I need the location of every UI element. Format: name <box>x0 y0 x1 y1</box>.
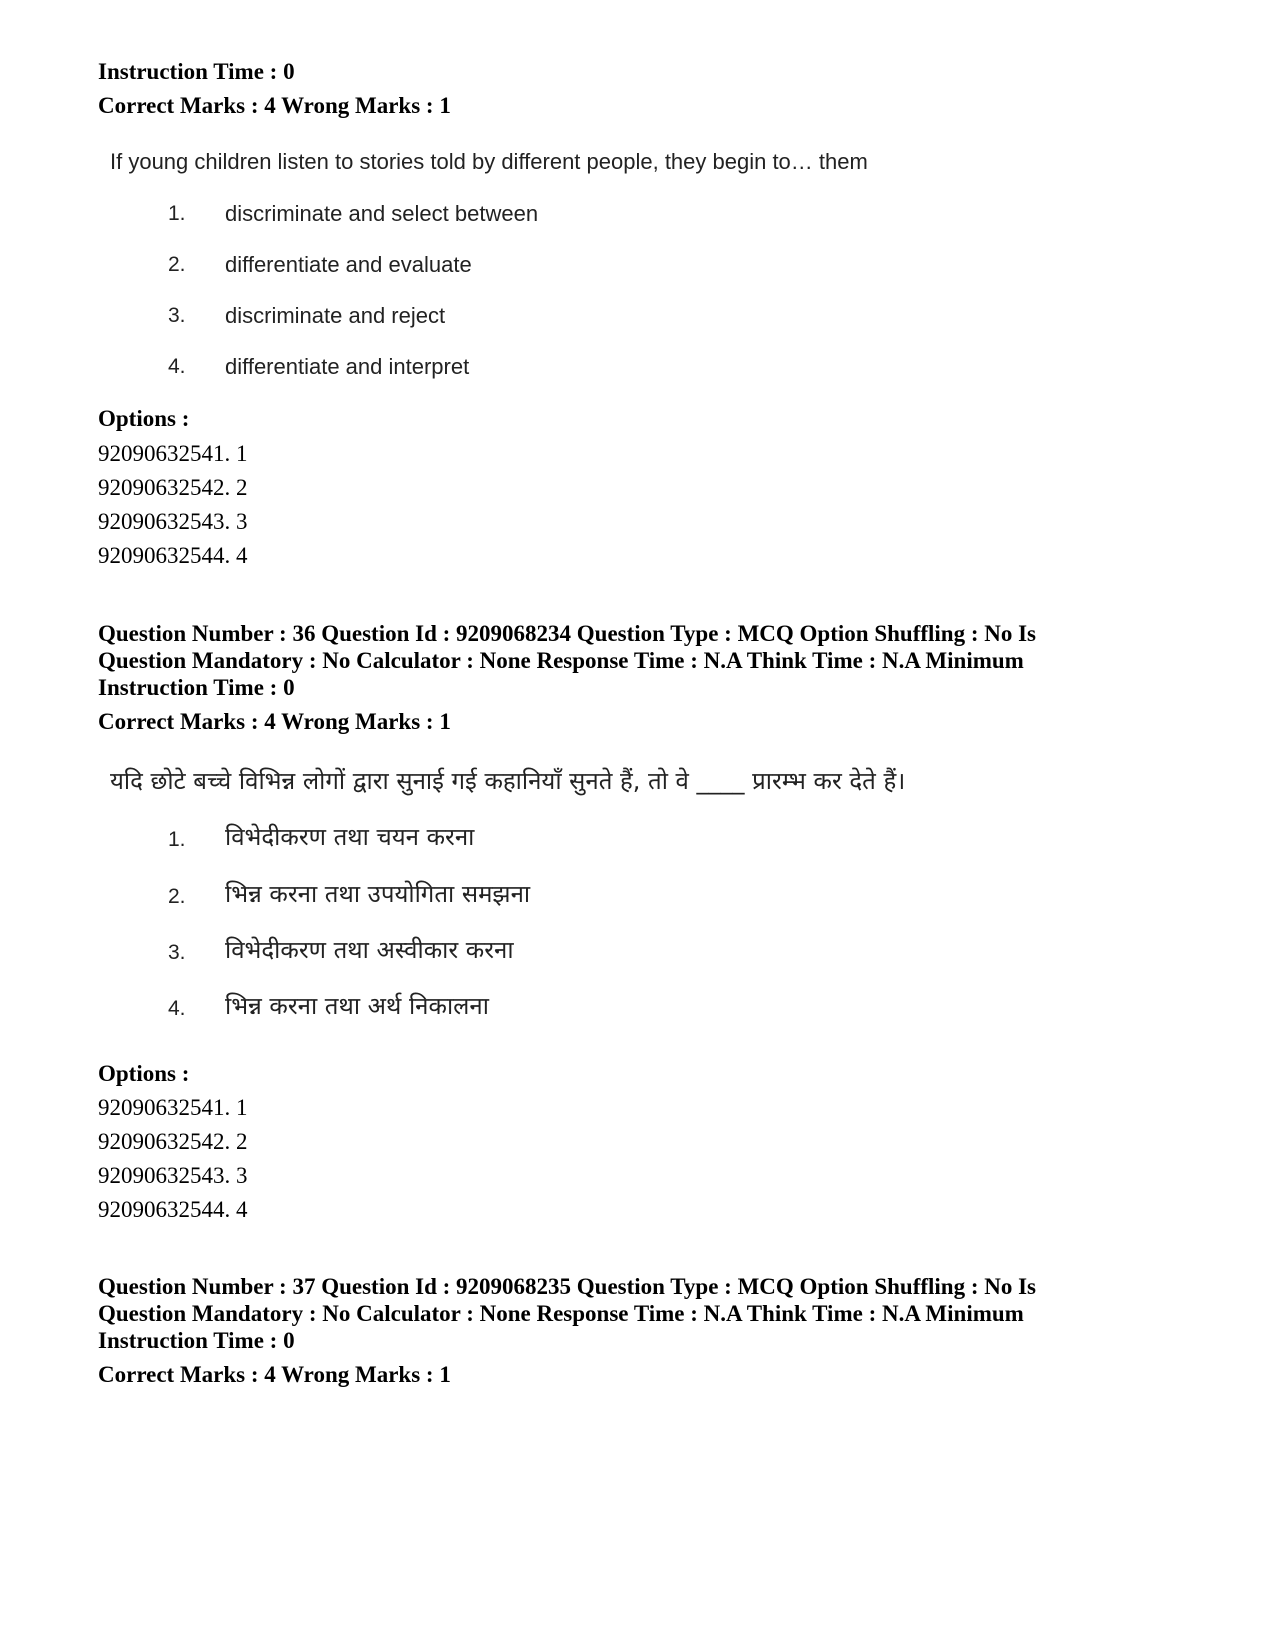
option-line: 92090632543. 3 <box>98 509 248 534</box>
choice-text: विभेदीकरण तथा चयन करना <box>225 823 475 851</box>
choice-number: 1. <box>168 828 186 851</box>
choice-number: 4. <box>168 355 186 378</box>
question-header-line: Question Number : 37 Question Id : 9209068235 Question Type : MCQ Option Shuffling : No Is <box>98 1274 1037 1299</box>
choice-number: 2. <box>168 253 186 276</box>
option-line: 92090632543. 3 <box>98 1163 248 1188</box>
choice-text: differentiate and interpret <box>225 354 470 379</box>
choice-text: विभेदीकरण तथा अस्वीकार करना <box>225 936 514 964</box>
choice-text: discriminate and select between <box>225 201 539 226</box>
choice-number: 3. <box>168 941 186 964</box>
marks-line: Correct Marks : 4 Wrong Marks : 1 <box>98 709 451 734</box>
instruction-time: Instruction Time : 0 <box>98 1328 295 1353</box>
marks-line: Correct Marks : 4 Wrong Marks : 1 <box>98 1362 451 1387</box>
option-line: 92090632542. 2 <box>98 1129 248 1154</box>
option-line: 92090632544. 4 <box>98 1197 248 1222</box>
option-line: 92090632542. 2 <box>98 475 248 500</box>
instruction-time: Instruction Time : 0 <box>98 675 295 700</box>
instruction-time: Instruction Time : 0 <box>98 59 295 84</box>
option-line: 92090632541. 1 <box>98 1095 248 1120</box>
choice-text: भिन्न करना तथा अर्थ निकालना <box>225 992 489 1020</box>
choice-text: differentiate and evaluate <box>225 252 472 277</box>
question-header-line: Question Mandatory : No Calculator : None Response Time : N.A Think Time : N.A Minimum <box>98 1301 1024 1326</box>
option-line: 92090632544. 4 <box>98 543 248 568</box>
question-text-hindi: यदि छोटे बच्चे विभिन्न लोगों द्वारा सुनाई गई कहानियाँ सुनते हैं, तो वे ____ प्रारम्भ कर देते हैं। <box>110 767 906 795</box>
question-header-line: Question Number : 36 Question Id : 9209068234 Question Type : MCQ Option Shuffling : No Is <box>98 621 1037 646</box>
question-header-line: Question Mandatory : No Calculator : None Response Time : N.A Think Time : N.A Minimum <box>98 648 1024 673</box>
options-label: Options : <box>98 406 190 431</box>
choice-number: 2. <box>168 885 186 908</box>
question-text: If young children listen to stories told by different people, they begin to… them <box>110 149 868 174</box>
choice-number: 3. <box>168 304 186 327</box>
option-line: 92090632541. 1 <box>98 441 248 466</box>
choice-number: 4. <box>168 997 186 1020</box>
choice-text: discriminate and reject <box>225 303 446 328</box>
choice-number: 1. <box>168 202 186 225</box>
options-label: Options : <box>98 1061 190 1086</box>
marks-line: Correct Marks : 4 Wrong Marks : 1 <box>98 93 451 118</box>
choice-text: भिन्न करना तथा उपयोगिता समझना <box>225 880 531 908</box>
